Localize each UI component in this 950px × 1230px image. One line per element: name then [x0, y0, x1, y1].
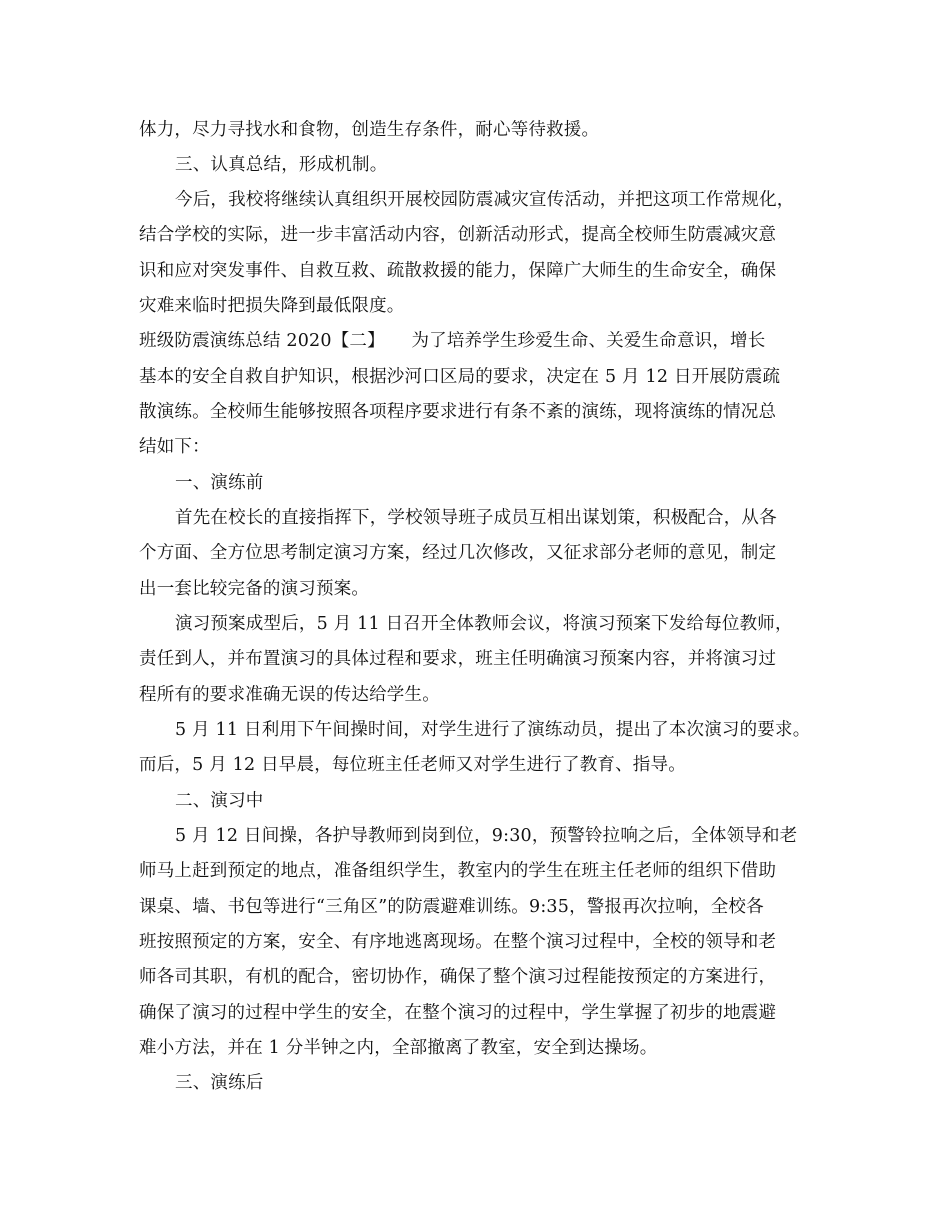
text-line: 今后，我校将继续认真组织开展校园防震减灾宣传活动，并把这项工作常规化，: [175, 190, 795, 210]
text-line: 班按照预定的方案，安全、有序地逃离现场。在整个演习过程中，全校的领导和老: [139, 932, 777, 952]
text-line: 难小方法，并在 1 分半钟之内，全部撤离了教室，安全到达操场。: [139, 1038, 658, 1058]
text-line: 课桌、墙、书包等进行“三角区”的防震避难训练。9:35，警报再次拉响，全校各: [139, 897, 764, 917]
section-heading: 三、演练后: [175, 1073, 264, 1093]
text-line: 首先在校长的直接指挥下，学校领导班子成员互相出谋划策，积极配合，从各: [175, 508, 777, 528]
text-line: 散演练。全校师生能够按照各项程序要求进行有条不紊的演练，现将演练的情况总: [139, 402, 777, 422]
text-line: 识和应对突发事件、自救互救、疏散救援的能力，保障广大师生的生命安全，确保: [139, 261, 777, 281]
text-line: 个方面、全方位思考制定演习方案，经过几次修改，又征求部分老师的意见，制定: [139, 543, 777, 563]
text-line: 班级防震演练总结 2020【二】 为了培养学生珍爱生命、关爱生命意识，增长: [139, 331, 766, 351]
text-line: 而后，5 月 12 日早晨，每位班主任老师又对学生进行了教育、指导。: [139, 755, 686, 775]
text-line: 基本的安全自救自护知识，根据沙河口区局的要求，决定在 5 月 12 日开展防震疏: [139, 367, 781, 387]
text-line: 结如下：: [139, 437, 210, 457]
section-heading: 三、认真总结，形成机制。: [175, 155, 388, 175]
text-line: 师各司其职，有机的配合，密切协作，确保了整个演习过程能按预定的方案进行，: [139, 967, 777, 987]
section-heading: 一、演练前: [175, 473, 264, 493]
text-line: 责任到人，并布置演习的具体过程和要求，班主任明确演习预案内容，并将演习过: [139, 649, 777, 669]
section-heading: 二、演习中: [175, 791, 264, 811]
text-line: 5 月 11 日利用下午间操时间，对学生进行了演练动员，提出了本次演习的要求。: [175, 720, 811, 740]
text-line: 5 月 12 日间操，各护导教师到岗到位，9:30，预警铃拉响之后，全体领导和老: [175, 826, 798, 846]
text-line: 出一套比较完备的演习预案。: [139, 579, 370, 599]
text-line: 师马上赶到预定的地点，准备组织学生，教室内的学生在班主任老师的组织下借助: [139, 861, 777, 881]
text-line: 体力，尽力寻找水和食物，创造生存条件，耐心等待救援。: [139, 120, 600, 140]
text-line: 灾难来临时把损失降到最低限度。: [139, 296, 405, 316]
text-line: 演习预案成型后，5 月 11 日召开全体教师会议，将演习预案下发给每位教师，: [175, 614, 793, 634]
text-line: 确保了演习的过程中学生的安全，在整个演习的过程中，学生掌握了初步的地震避: [139, 1003, 777, 1023]
text-line: 程所有的要求准确无误的传达给学生。: [139, 685, 440, 705]
text-line: 结合学校的实际，进一步丰富活动内容，创新活动形式，提高全校师生防震减灾意: [139, 225, 777, 245]
